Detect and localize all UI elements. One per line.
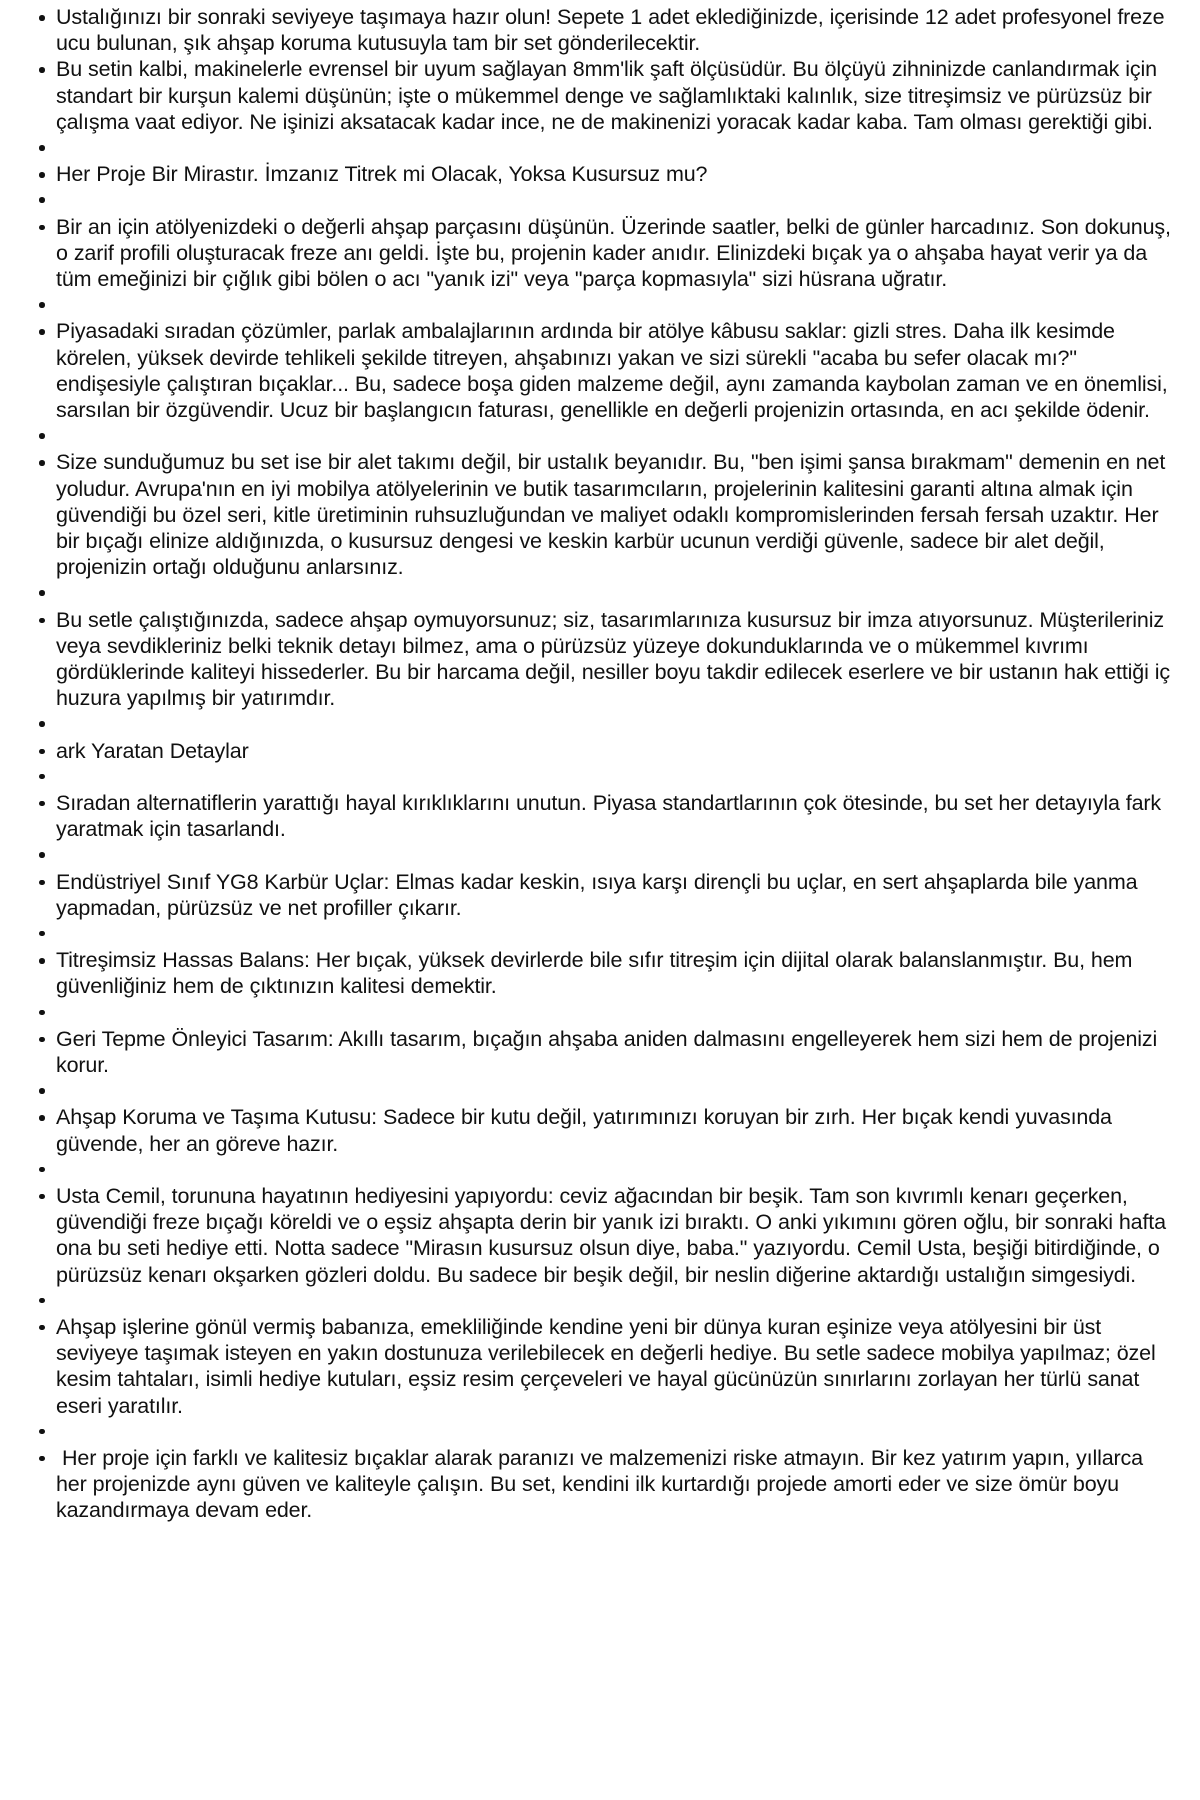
- bullet-spacer: [20, 711, 1176, 737]
- bullet-item: [20, 947, 1176, 999]
- bullet-item: [20, 1314, 1176, 1419]
- bullet-text: Size sunduğumuz bu set ise bir alet takımı değil, bir ustalık beyanıdır. Bu, "ben işimi şansa bırakmam" demenin en net yoludur. Avrupa'nın en iyi mobilya atölyelerinin ve butik tasarımcıların, projelerinin kalitesini garanti altına almak için güvendiği bu özel seri, kitle üretiminin ruhsuzluğundan ve maliyet odaklı kompromislerinden fersah fersah uzaktır. Her bir bıçağı elinize aldığınızda, o kusursuz dengesi ve keskin karbür ucunun verdiği güvenle, sadece bir alet değil, projenizin ortağı olduğunu anlarsınız.: [56, 450, 1172, 580]
- bullet-spacer: [20, 580, 1176, 606]
- bullet-item: [20, 161, 1176, 187]
- bullet-spacer: [20, 1000, 1176, 1026]
- bullet-item: [20, 738, 1176, 764]
- bullet-text: Ustalığınızı bir sonraki seviyeye taşımaya hazır olun! Sepete 1 adet eklediğinizde, içerisinde 12 adet profesyonel freze ucu bulunan, şık ahşap koruma kutusuyla tam bir set gönderilecektir.: [56, 5, 1171, 56]
- bullet-text: Ahşap Koruma ve Taşıma Kutusu: Sadece bir kutu değil, yatırımınızı koruyan bir zırh. Her bıçak kendi yuvasında güvende, her an göreve hazır.: [56, 1105, 1118, 1156]
- bullet-text: Her proje için farklı ve kalitesiz bıçaklar alarak paranızı ve malzemenizi riske atmayın. Bir kez yatırım yapın, yıllarca her projenizde aynı güven ve kaliteyle çalışın. Bu set, kendini ilk kurtardığı projede amorti eder ve size ömür boyu kazandırmaya devam eder.: [56, 1445, 1149, 1523]
- bullet-spacer: [20, 423, 1176, 449]
- bullet-spacer: [20, 1288, 1176, 1314]
- bullet-spacer: [20, 292, 1176, 318]
- bullet-item: [20, 1104, 1176, 1156]
- bullet-item: [20, 790, 1176, 842]
- bullet-spacer: [20, 1078, 1176, 1104]
- bullet-item: [20, 4, 1176, 56]
- bullet-text: Titreşimsiz Hassas Balans: Her bıçak, yüksek devirlerde bile sıfır titreşim için dijital olarak balanslanmıştır. Bu, hem güvenliğiniz hem de çıktınızın kalitesi demektir.: [56, 948, 1139, 999]
- bullet-text: Usta Cemil, torununa hayatının hediyesini yapıyordu: ceviz ağacından bir beşik. Tam son kıvrımlı kenarı geçerken, güvendiği freze bıçağı köreldi ve o eşsiz ahşapta derin bir yanık izi bıraktı. O anki yıkımını gören oğlu, bir sonraki hafta ona bu seti hediye etti. Notta sadece "Mirasın kusursuz olsun diye, baba." yazıyordu. Cemil Usta, beşiği bitirdiğinde, o pürüzsüz kenarı okşarken gözleri doldu. Bu sadece bir beşik değil, bir neslin diğerine aktardığı ustalığın simgesiydi.: [56, 1183, 1172, 1287]
- bullet-spacer: [20, 842, 1176, 868]
- bullet-item: [20, 318, 1176, 423]
- bullet-item: [20, 449, 1176, 580]
- bullet-item: [20, 869, 1176, 921]
- bullet-text: Geri Tepme Önleyici Tasarım: Akıllı tasarım, bıçağın ahşaba aniden dalmasını engelleyerek hem sizi hem de projenizi korur.: [56, 1026, 1164, 1077]
- bullet-spacer: [20, 1419, 1176, 1445]
- bullet-item: [20, 1026, 1176, 1078]
- bullet-text: Bu setin kalbi, makinelerle evrensel bir uyum sağlayan 8mm'lik şaft ölçüsüdür. Bu ölçüyü zihninizde canlandırmak için standart bir kurşun kalemi düşünün; işte o mükemmel denge ve sağlamlıktaki kalınlık, size titreşimsiz ve pürüzsüz bir çalışma vaat ediyor. Ne işinizi aksatacak kadar ince, ne de makinenizi yoracak kadar kaba. Tam olması gerektiği gibi.: [56, 57, 1163, 134]
- bullet-text: Endüstriyel Sınıf YG8 Karbür Uçlar: Elmas kadar keskin, ısıya karşı dirençli bu uçlar, en sert ahşaplarda bile yanma yapmadan, pürüzsüz ve net profiller çıkarır.: [56, 869, 1144, 920]
- bullet-item: [20, 607, 1176, 712]
- bullet-item: [20, 1445, 1176, 1524]
- bullet-item: [20, 214, 1176, 293]
- bullet-text: Ahşap işlerine gönül vermiş babanıza, emekliliğinde kendine yeni bir dünya kuran eşinize veya atölyesini bir üst seviyeye taşımak isteyen en yakın dostunuza verilebilecek en değerli hediye. Bu setle sadece mobilya yapılmaz; özel kesim tahtaları, isimli hediye kutuları, eşsiz resim çerçeveleri ve hayal gücünüzün sınırlarını zorlayan her türlü sanat eseri yaratılır.: [56, 1314, 1162, 1418]
- bullet-spacer: [20, 135, 1176, 161]
- bullet-text: ark Yaratan Detaylar: [56, 738, 249, 763]
- bullet-text: Bu setle çalıştığınızda, sadece ahşap oymuyorsunuz; siz, tasarımlarınıza kusursuz bir imza atıyorsunuz. Müşterileriniz veya sevdikleriniz belki teknik detayı bilmez, ama o pürüzsüz yüzeye dokunduklarında ve o mükemmel kıvrımı gördüklerinde kaliteyi hissederler. Bu bir harcama değil, nesiller boyu takdir edilecek eserlere ve bir ustanın hak ettiği iç huzura yapılmış bir yatırımdır.: [56, 607, 1177, 711]
- bullet-item: [20, 56, 1176, 135]
- bulleted-content-list: [20, 4, 1176, 1524]
- bullet-spacer: [20, 764, 1176, 790]
- bullet-spacer: [20, 921, 1176, 947]
- bullet-text: Piyasadaki sıradan çözümler, parlak ambalajlarının ardında bir atölye kâbusu saklar: gizli stres. Daha ilk kesimde körelen, yüksek devirde tehlikeli şekilde titreyen, ahşabınızı yakan ve sizi sürekli "acaba bu sefer olacak mı?" endişesiyle çalıştıran bıçaklar... Bu, sadece boşa giden malzeme değil, aynı zamanda kaybolan zaman ve en önemlisi, sarsılan bir özgüvendir. Ucuz bir başlangıcın faturası, genellikle en değerli projenizin ortasında, en acı şekilde ödenir.: [56, 319, 1174, 422]
- bullet-text: Her Proje Bir Mirastır. İmzanız Titrek mi Olacak, Yoksa Kusursuz mu?: [56, 162, 708, 187]
- bullet-text: Bir an için atölyenizdeki o değerli ahşap parçasını düşünün. Üzerinde saatler, belki de günler harcadınız. Son dokunuş, o zarif profili oluşturacak freze anı geldi. İşte bu, projenin kader anıdır. Elinizdeki bıçak ya o ahşaba hayat verir ya da tüm emeğinizi bir çığlık gibi bölen o acı "yanık izi" veya "parça kopmasıyla" sizi hüsrana uğratır.: [56, 214, 1177, 291]
- bullet-text: Sıradan alternatiflerin yarattığı hayal kırıklıklarını unutun. Piyasa standartlarının çok ötesinde, bu set her detayıyla fark yaratmak için tasarlandı.: [56, 790, 1168, 842]
- bullet-spacer: [20, 187, 1176, 213]
- bullet-item: [20, 1183, 1176, 1288]
- bullet-spacer: [20, 1157, 1176, 1183]
